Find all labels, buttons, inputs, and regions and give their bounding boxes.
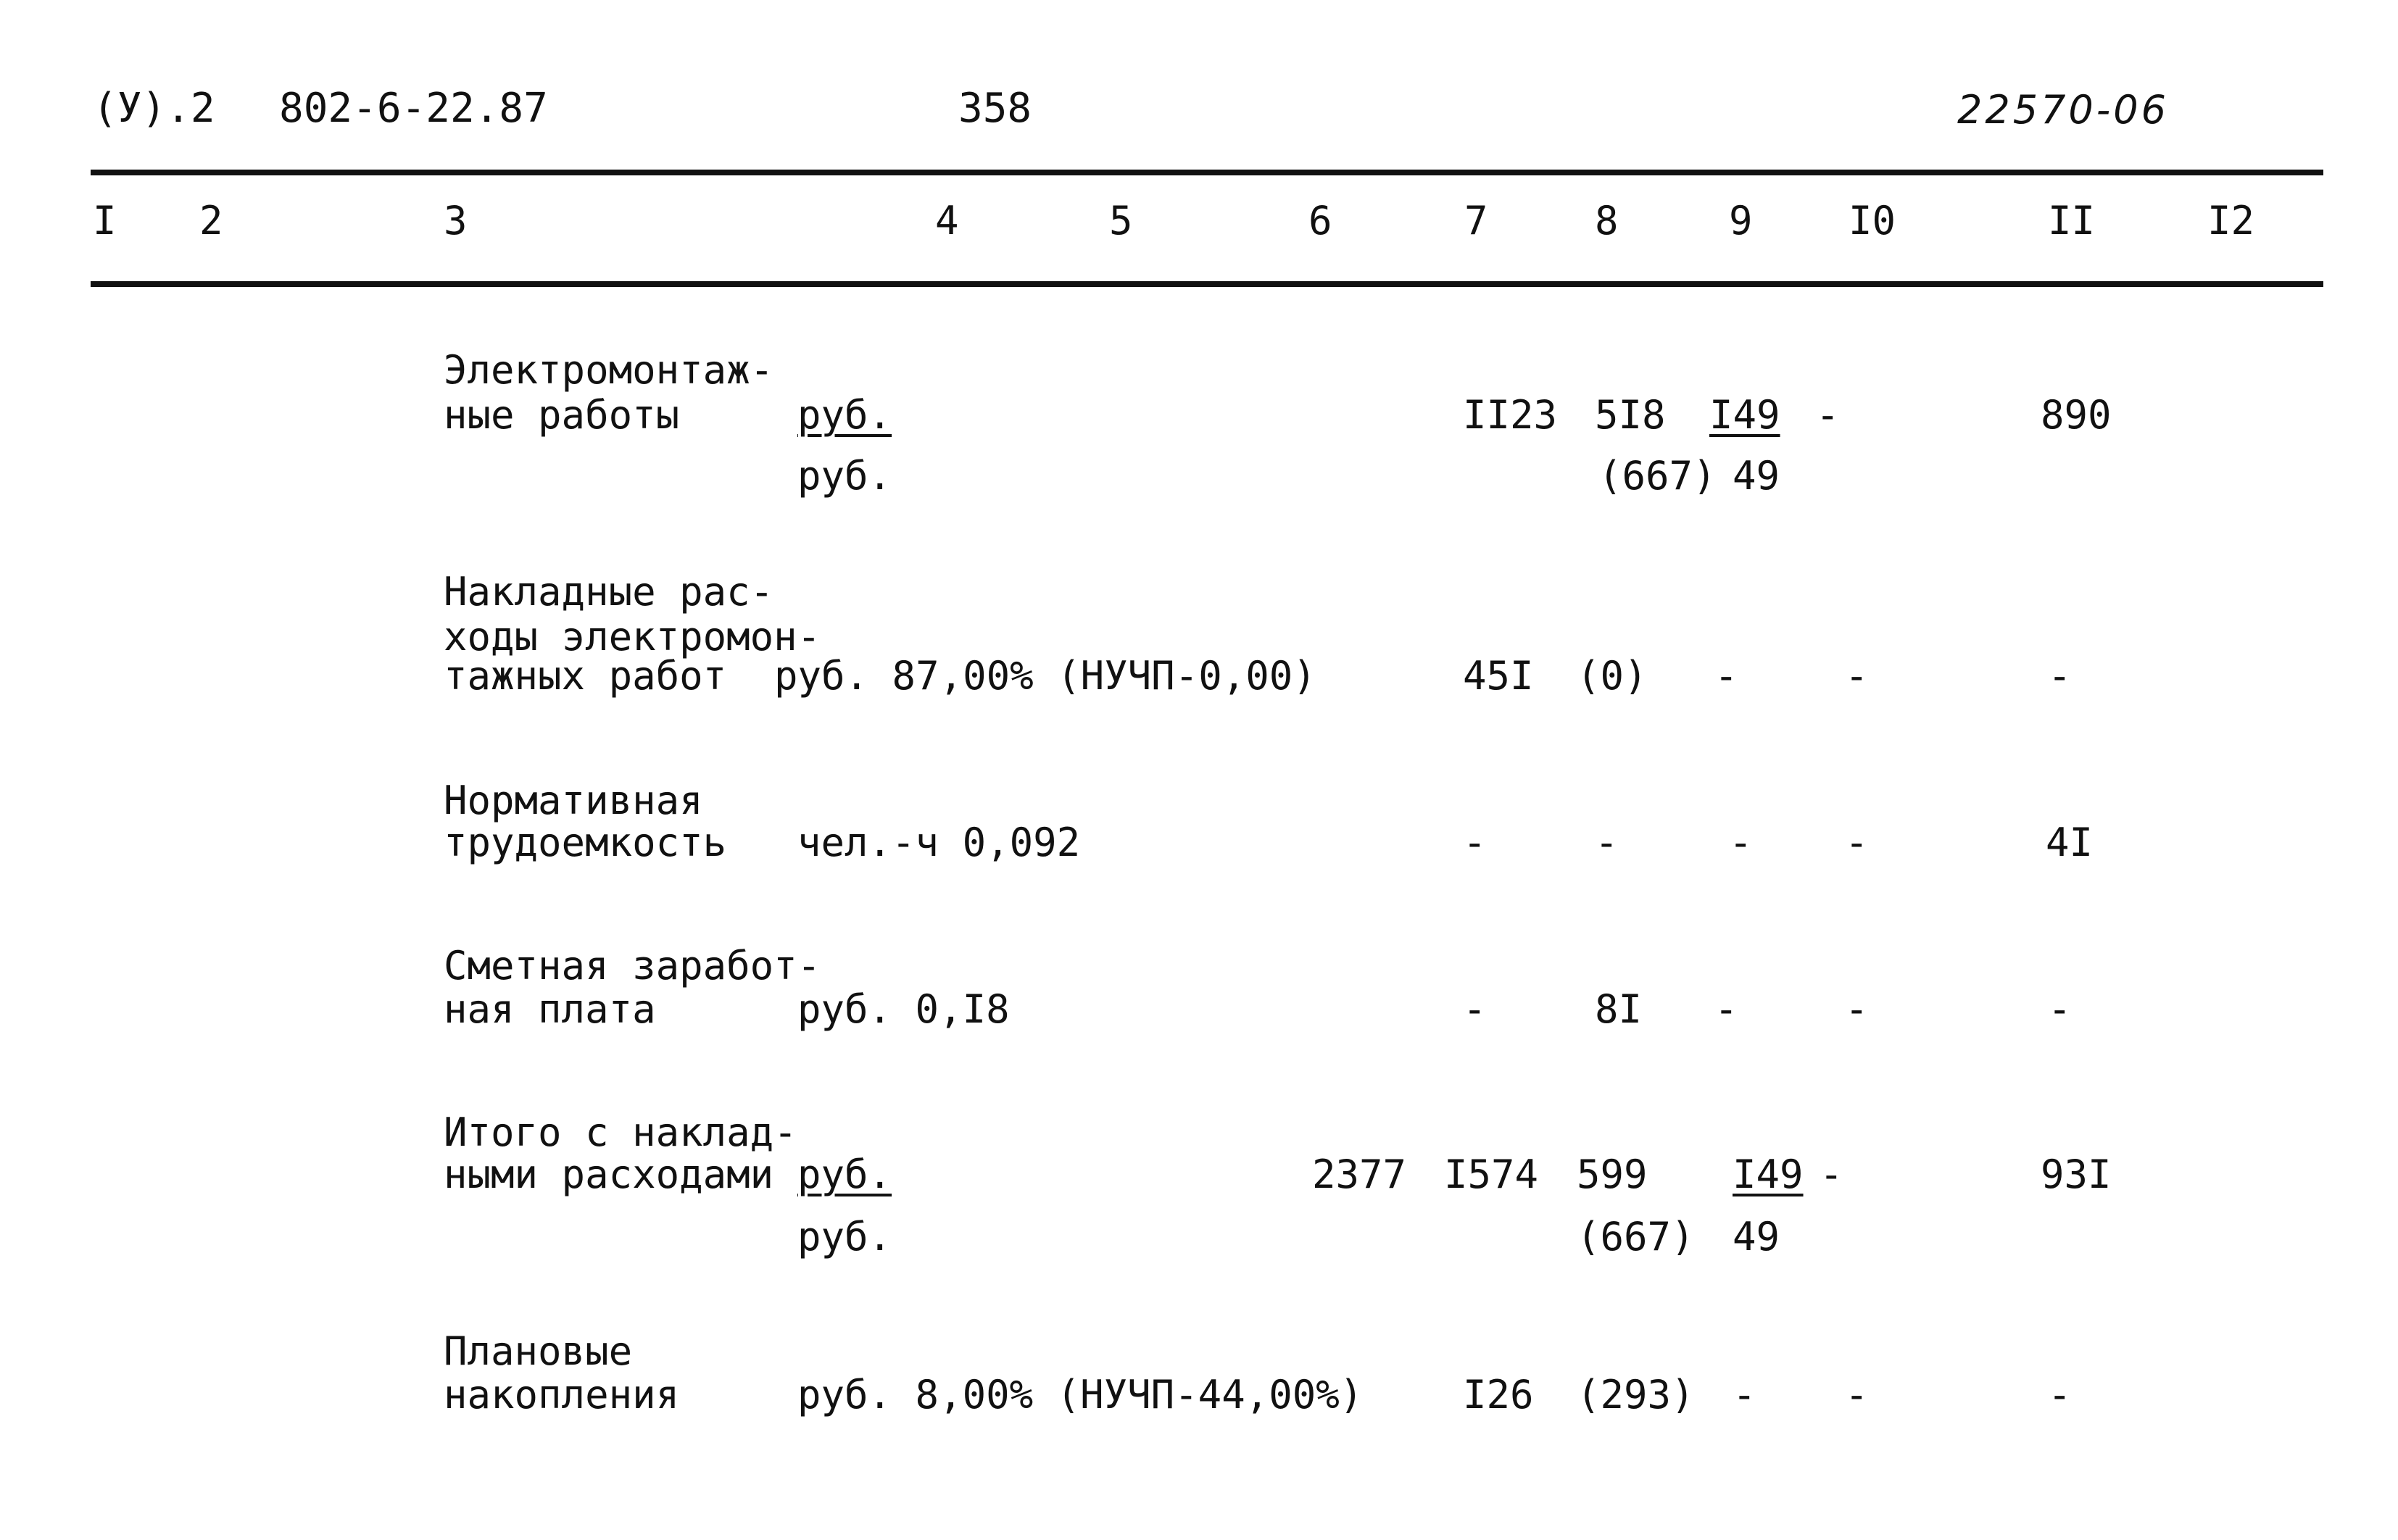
row-label: Электромонтаж- [444, 347, 774, 393]
unit-label: руб. [797, 1214, 892, 1260]
cell-col11: 4I [2046, 820, 2094, 865]
row-label: Итого с наклад- [444, 1110, 797, 1155]
cell-col8: 8I [1595, 986, 1643, 1032]
row-label: Сметная заработ- [444, 943, 821, 988]
row-label: Плановые [444, 1328, 633, 1374]
cell-col11: - [2048, 986, 2072, 1032]
row-label: трудоемкость [444, 820, 727, 865]
cell-col9-secondary: 49 [1733, 1214, 1780, 1260]
cell-col11: 890 [2041, 392, 2112, 438]
column-header-8: 8 [1595, 198, 1619, 244]
cell-col7: I26 [1463, 1372, 1534, 1418]
cell-col11: - [2048, 1372, 2072, 1418]
row-label: тажных работ [444, 653, 727, 699]
header-top-rule [91, 170, 2323, 175]
row-label: Нормативная [444, 778, 703, 823]
column-header-4: 4 [935, 198, 959, 244]
row-label: Накладные рас- [444, 569, 774, 615]
cell-col10: - [1845, 653, 1869, 699]
cell-col7: II23 [1463, 392, 1558, 438]
unit-label: руб. [797, 453, 892, 499]
column-header-7: 7 [1464, 198, 1488, 244]
row-label: ными расходами [444, 1152, 774, 1197]
cell-col8: (0) [1577, 653, 1648, 699]
cell-col10: - [1845, 820, 1869, 865]
column-header-2: 2 [199, 198, 223, 244]
cell-col8: 5I8 [1595, 392, 1666, 438]
column-header-9: 9 [1729, 198, 1753, 244]
unit-label: руб. [797, 392, 892, 438]
cell-col9: - [1714, 653, 1738, 699]
cell-col6: 2377 [1312, 1152, 1407, 1197]
cell-col10: - [1845, 1372, 1869, 1418]
cell-col11: 93I [2041, 1152, 2112, 1197]
cell-col9-secondary: 49 [1733, 453, 1780, 499]
unit-label: руб. [797, 1152, 892, 1197]
cell-col9: I49 [1733, 1152, 1804, 1197]
rate-detail: руб. 87,00% (НУЧП-0,00) [774, 653, 1316, 699]
document-number: 22570-06 [1957, 87, 2169, 133]
cell-col7: - [1463, 820, 1487, 865]
column-header-1: I [93, 198, 117, 244]
cell-col10: - [1820, 1152, 1843, 1197]
cell-col8-secondary: (667) [1598, 453, 1717, 499]
row-label: ная плата [444, 986, 656, 1032]
rate-detail: руб. 8,00% (НУЧП-44,00%) [797, 1372, 1364, 1418]
cell-col7: - [1463, 986, 1487, 1032]
page-number: 358 [958, 85, 1032, 132]
cell-col8-secondary: (667) [1577, 1214, 1695, 1260]
column-header-12: I2 [2207, 198, 2255, 244]
rate-detail: руб. 0,I8 [797, 986, 1010, 1032]
row-label: ходы электромон- [444, 614, 821, 659]
cell-col8: - [1595, 820, 1619, 865]
cell-col8: (293) [1577, 1372, 1695, 1418]
column-header-5: 5 [1109, 198, 1133, 244]
cell-col10: - [1845, 986, 1869, 1032]
document-code: 802-6-22.87 [279, 85, 548, 132]
cell-col9: - [1714, 986, 1738, 1032]
cell-col9: - [1729, 820, 1753, 865]
cell-col9: - [1733, 1372, 1756, 1418]
row-label: накопления [444, 1372, 680, 1418]
column-header-6: 6 [1308, 198, 1332, 244]
rate-detail: чел.-ч 0,092 [797, 820, 1081, 865]
header-bottom-rule [91, 281, 2323, 287]
cell-col10: - [1816, 392, 1840, 438]
column-header-3: 3 [444, 198, 468, 244]
series-label: (У).2 [93, 85, 215, 132]
column-header-10: I0 [1849, 198, 1896, 244]
cell-col9: I49 [1709, 392, 1780, 438]
cell-col11: - [2048, 653, 2072, 699]
row-label: ные работы [444, 392, 680, 438]
cell-col7: I574 [1444, 1152, 1539, 1197]
cell-col8: 599 [1577, 1152, 1648, 1197]
column-header-11: II [2048, 198, 2096, 244]
cell-col7: 45I [1463, 653, 1534, 699]
